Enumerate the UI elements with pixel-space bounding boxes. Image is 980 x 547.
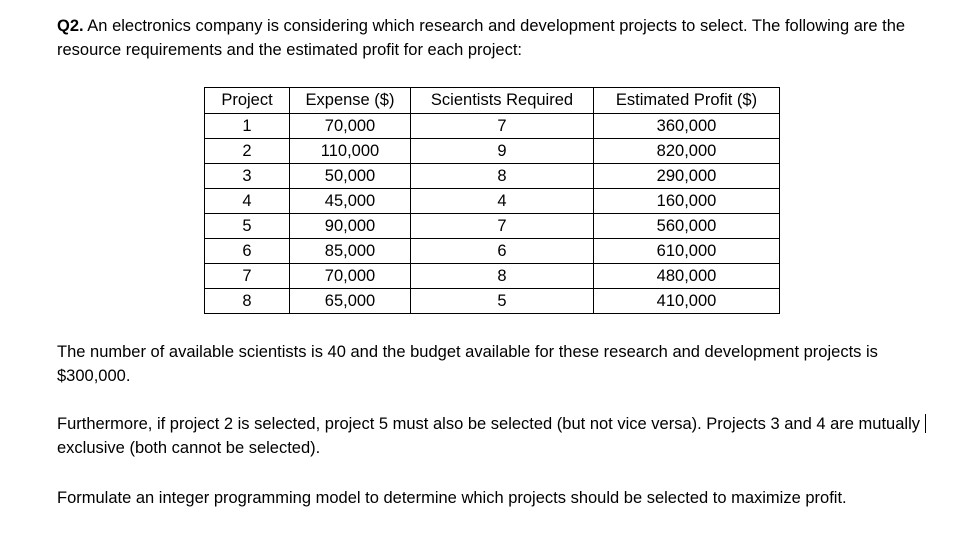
cell-project: 1 — [205, 114, 290, 139]
question-intro-text: An electronics company is considering which research and development projects to select. The following are the resource requirements and the estimated profit for each project: — [57, 17, 906, 59]
cell-scientists: 7 — [411, 214, 594, 239]
cell-expense: 45,000 — [290, 189, 411, 214]
question-intro — [57, 14, 929, 62]
cell-project: 4 — [205, 189, 290, 214]
table-header-row — [205, 88, 780, 114]
cell-expense: 50,000 — [290, 164, 411, 189]
header-project: Project — [205, 88, 290, 114]
cell-project: 7 — [205, 264, 290, 289]
text-cursor — [925, 414, 926, 433]
cell-project: 6 — [205, 239, 290, 264]
constraints-paragraph[interactable] — [57, 412, 929, 460]
cell-expense: 90,000 — [290, 214, 411, 239]
table-row — [205, 189, 780, 214]
question-number: Q2. — [57, 17, 84, 35]
cell-expense: 65,000 — [290, 289, 411, 314]
header-profit: Estimated Profit ($) — [594, 88, 780, 114]
cell-scientists: 9 — [411, 139, 594, 164]
cell-expense: 85,000 — [290, 239, 411, 264]
cell-project: 2 — [205, 139, 290, 164]
table-row — [205, 164, 780, 189]
cell-profit: 360,000 — [594, 114, 780, 139]
formulate-paragraph: Formulate an integer programming model to determine which projects should be selected to maximize profit. — [57, 489, 847, 507]
cell-project: 5 — [205, 214, 290, 239]
cell-expense: 70,000 — [290, 114, 411, 139]
project-table — [204, 87, 780, 314]
availability-paragraph: The number of available scientists is 40 and the budget available for these research and development projects is $300,000. — [57, 343, 878, 385]
table-row — [205, 114, 780, 139]
cell-profit: 820,000 — [594, 139, 780, 164]
cell-scientists: 7 — [411, 114, 594, 139]
cell-project: 8 — [205, 289, 290, 314]
cell-scientists: 5 — [411, 289, 594, 314]
cell-profit: 610,000 — [594, 239, 780, 264]
header-expense: Expense ($) — [290, 88, 411, 114]
cell-profit: 410,000 — [594, 289, 780, 314]
cell-scientists: 4 — [411, 189, 594, 214]
cell-profit: 290,000 — [594, 164, 780, 189]
table-row — [205, 239, 780, 264]
cell-scientists: 8 — [411, 264, 594, 289]
cell-expense: 70,000 — [290, 264, 411, 289]
cell-expense: 110,000 — [290, 139, 411, 164]
cell-profit: 160,000 — [594, 189, 780, 214]
header-scientists: Scientists Required — [411, 88, 594, 114]
cell-project: 3 — [205, 164, 290, 189]
table-row — [205, 289, 780, 314]
cell-scientists: 6 — [411, 239, 594, 264]
table-row — [205, 264, 780, 289]
table-row — [205, 214, 780, 239]
constraints-text: Furthermore, if project 2 is selected, project 5 must also be selected (but not vice versa). Projects 3 and 4 are mutually exclusive (both cannot be selected). — [57, 415, 920, 457]
cell-profit: 560,000 — [594, 214, 780, 239]
cell-scientists: 8 — [411, 164, 594, 189]
cell-profit: 480,000 — [594, 264, 780, 289]
table-row — [205, 139, 780, 164]
